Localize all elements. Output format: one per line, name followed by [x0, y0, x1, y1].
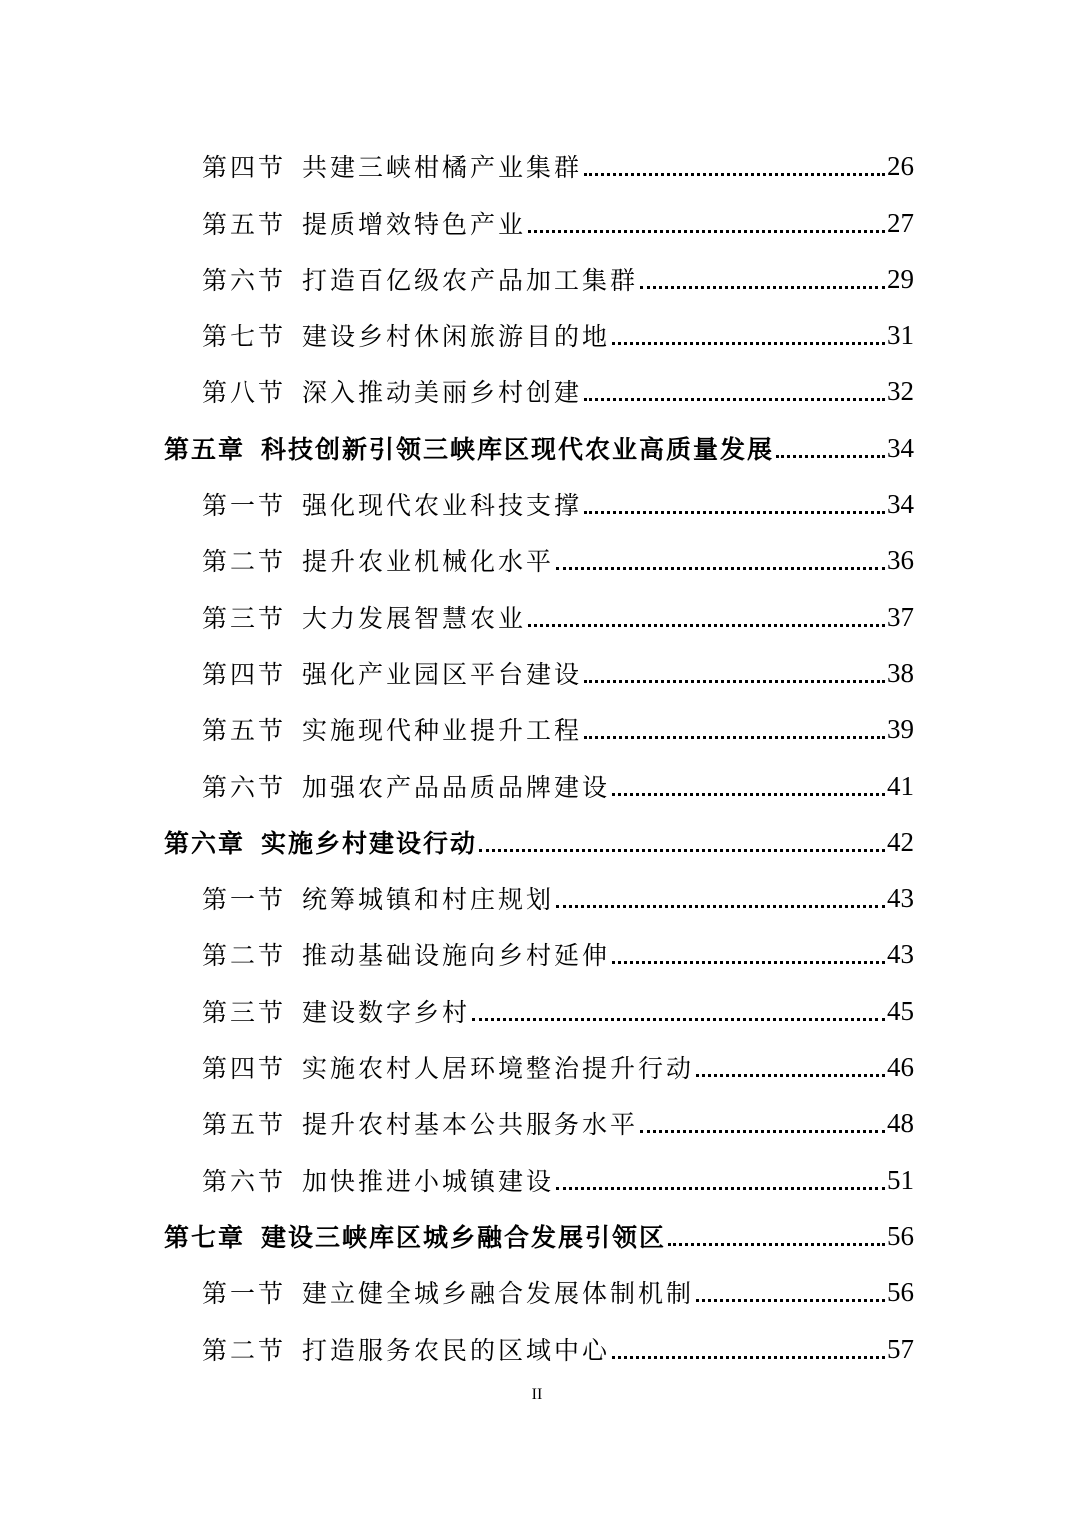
toc-entry-number: 第五节	[202, 209, 287, 239]
toc-entry-title: 提质增效特色产业	[302, 209, 527, 239]
toc-entry-title: 建立健全城乡融合发展体制机制	[302, 1279, 695, 1309]
toc-entry-page-number: 43	[887, 939, 914, 970]
toc-entry-page-number: 26	[887, 151, 914, 182]
toc-entry-label	[202, 1166, 555, 1198]
toc-entry-number: 第四节	[202, 659, 287, 689]
toc-entry-title: 深入推动美丽乡村创建	[302, 378, 583, 408]
toc-leader-dots	[612, 322, 885, 345]
toc-leader-dots	[472, 998, 885, 1021]
toc-entry-number: 第七章	[164, 1222, 246, 1252]
toc-leader-dots	[612, 1336, 885, 1359]
toc-entry-title: 打造百亿级农产品加工集群	[302, 265, 639, 295]
toc-entry-label	[202, 772, 611, 804]
toc-entry-title: 建设三峡库区城乡融合发展引领区	[261, 1222, 667, 1252]
toc-section-entry	[164, 1085, 914, 1141]
toc-entry-number: 第七节	[202, 322, 287, 352]
toc-entry-page-number: 56	[887, 1277, 914, 1308]
toc-entry-page-number: 34	[887, 489, 914, 520]
toc-section-entry	[164, 916, 914, 972]
toc-entry-page-number: 43	[887, 883, 914, 914]
toc-leader-dots	[696, 1279, 885, 1302]
toc-entry-title: 统筹城镇和村庄规划	[302, 885, 555, 915]
toc-leader-dots	[479, 829, 885, 852]
toc-leader-dots	[584, 491, 885, 514]
toc-section-entry	[164, 297, 914, 353]
toc-entry-label	[164, 1222, 667, 1254]
toc-section-entry	[164, 747, 914, 803]
toc-leader-dots	[776, 435, 885, 458]
toc-leader-dots	[556, 547, 885, 570]
toc-entry-label	[202, 718, 582, 747]
toc-section-entry	[164, 1310, 914, 1366]
toc-entry-label	[202, 997, 471, 1029]
toc-entry-title: 共建三峡柑橘产业集群	[302, 153, 583, 183]
toc-entry-label	[202, 324, 610, 353]
toc-entry-page-number: 37	[887, 601, 914, 632]
toc-section-entry	[164, 522, 914, 578]
toc-entry-number: 第六节	[202, 772, 287, 802]
toc-entry-page-number: 39	[887, 714, 914, 745]
toc-entry-number: 第三节	[202, 603, 287, 633]
toc-entry-number: 第二节	[202, 941, 287, 971]
toc-entry-page-number: 51	[887, 1164, 914, 1195]
toc-entry-label	[202, 1112, 638, 1141]
toc-entry-number: 第五章	[164, 434, 246, 464]
toc-entry-title: 建设乡村休闲旅游目的地	[302, 322, 611, 352]
toc-entry-title: 提升农业机械化水平	[302, 547, 555, 577]
toc-entry-label	[202, 603, 527, 635]
table-of-contents	[164, 128, 914, 1367]
toc-entry-title: 提升农村基本公共服务水平	[302, 1110, 639, 1140]
toc-entry-number: 第六节	[202, 265, 287, 295]
toc-entry-title: 打造服务农民的区域中心	[302, 1335, 611, 1365]
toc-section-entry	[164, 466, 914, 522]
toc-entry-label	[202, 1056, 694, 1085]
toc-entry-label	[202, 265, 639, 297]
toc-entry-page-number: 46	[887, 1052, 914, 1083]
toc-section-entry	[164, 972, 914, 1028]
toc-section-entry	[164, 635, 914, 691]
toc-entry-label	[202, 155, 582, 184]
toc-entry-title: 强化产业园区平台建设	[302, 659, 583, 689]
toc-entry-title: 实施农村人居环境整治提升行动	[302, 1054, 695, 1084]
toc-entry-title: 强化现代农业科技支撑	[302, 491, 583, 521]
toc-entry-label	[202, 943, 610, 972]
toc-leader-dots	[556, 1167, 885, 1190]
toc-chapter-entry	[164, 804, 914, 860]
toc-entry-label	[202, 380, 582, 409]
toc-entry-label	[164, 434, 775, 466]
toc-section-entry	[164, 1254, 914, 1310]
toc-entry-page-number: 36	[887, 545, 914, 576]
toc-section-entry	[164, 128, 914, 184]
toc-entry-page-number: 32	[887, 376, 914, 407]
toc-entry-number: 第六章	[164, 828, 246, 858]
toc-leader-dots	[528, 210, 885, 233]
toc-entry-label	[164, 828, 478, 860]
toc-section-entry	[164, 241, 914, 297]
toc-section-entry	[164, 1029, 914, 1085]
toc-leader-dots	[584, 378, 885, 401]
toc-leader-dots	[584, 660, 885, 683]
toc-leader-dots	[640, 266, 885, 289]
toc-section-entry	[164, 1141, 914, 1197]
toc-entry-label	[202, 549, 554, 578]
toc-entry-page-number: 41	[887, 770, 914, 801]
toc-entry-title: 加快推进小城镇建设	[302, 1166, 555, 1196]
toc-leader-dots	[640, 1110, 885, 1133]
toc-section-entry	[164, 860, 914, 916]
toc-section-entry	[164, 691, 914, 747]
toc-section-entry	[164, 578, 914, 634]
toc-entry-label	[202, 209, 527, 241]
toc-entry-page-number: 29	[887, 263, 914, 294]
toc-entry-page-number: 48	[887, 1108, 914, 1139]
toc-entry-number: 第八节	[202, 378, 287, 408]
toc-leader-dots	[696, 1054, 885, 1077]
toc-entry-label	[202, 887, 554, 916]
toc-leader-dots	[584, 153, 885, 176]
toc-entry-title: 大力发展智慧农业	[302, 603, 527, 633]
toc-entry-number: 第三节	[202, 997, 287, 1027]
toc-entry-number: 第六节	[202, 1166, 287, 1196]
toc-entry-number: 第二节	[202, 547, 287, 577]
toc-entry-title: 实施乡村建设行动	[261, 828, 478, 858]
page-footer-number: II	[531, 1386, 543, 1403]
toc-entry-page-number: 45	[887, 995, 914, 1026]
toc-entry-number: 第一节	[202, 885, 287, 915]
toc-leader-dots	[612, 773, 885, 796]
toc-entry-title: 推动基础设施向乡村延伸	[302, 941, 611, 971]
toc-entry-page-number: 38	[887, 657, 914, 688]
toc-entry-label	[202, 659, 583, 691]
toc-leader-dots	[612, 941, 885, 964]
toc-entry-number: 第四节	[202, 153, 287, 183]
toc-section-entry	[164, 184, 914, 240]
toc-entry-page-number: 31	[887, 320, 914, 351]
toc-entry-title: 加强农产品品质品牌建设	[302, 772, 611, 802]
toc-entry-number: 第五节	[202, 1110, 287, 1140]
toc-leader-dots	[528, 604, 885, 627]
toc-entry-page-number: 42	[887, 826, 914, 857]
toc-entry-number: 第一节	[202, 491, 287, 521]
toc-section-entry	[164, 353, 914, 409]
toc-entry-page-number: 27	[887, 207, 914, 238]
toc-chapter-entry	[164, 1198, 914, 1254]
toc-entry-number: 第四节	[202, 1054, 287, 1084]
toc-entry-title: 实施现代种业提升工程	[302, 716, 583, 746]
toc-entry-page-number: 34	[887, 432, 914, 463]
toc-entry-label	[202, 493, 582, 522]
toc-leader-dots	[556, 885, 885, 908]
toc-entry-title: 科技创新引领三峡库区现代农业高质量发展	[261, 434, 775, 464]
toc-entry-label	[202, 1281, 694, 1310]
toc-entry-label	[202, 1335, 611, 1367]
toc-entry-page-number: 56	[887, 1220, 914, 1251]
toc-entry-number: 第一节	[202, 1279, 287, 1309]
toc-entry-page-number: 57	[887, 1333, 914, 1364]
toc-entry-title: 建设数字乡村	[302, 997, 471, 1027]
toc-chapter-entry	[164, 409, 914, 465]
toc-entry-number: 第二节	[202, 1335, 287, 1365]
toc-leader-dots	[584, 716, 885, 739]
toc-entry-number: 第五节	[202, 716, 287, 746]
toc-leader-dots	[668, 1223, 885, 1246]
